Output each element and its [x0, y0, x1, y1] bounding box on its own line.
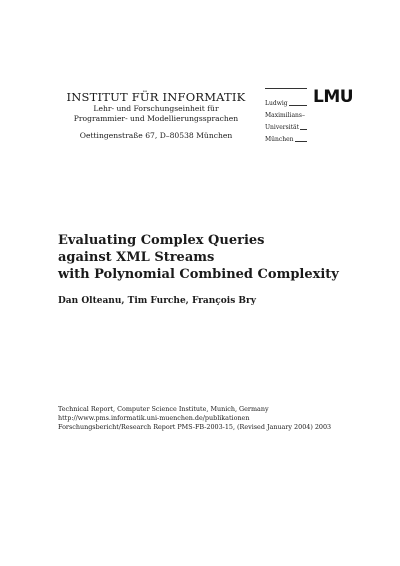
institute-name: INSTITUT FÜR INFORMATIK — [66, 90, 246, 104]
lmu-logo-mark: LMU — [313, 87, 354, 107]
university-name-lines — [265, 88, 311, 144]
report-url: http://www.pms.informatik.uni-muenchen.de/publikationen — [58, 414, 250, 422]
report-line-1: Technical Report, Computer Science Institute, Munich, Germany — [58, 405, 269, 413]
logo-line-universitaet: Universität — [265, 124, 300, 131]
institute-unit-line-1: Lehr- und Forschungseinheit für — [93, 104, 219, 113]
report-info — [58, 405, 358, 432]
report-title — [58, 232, 358, 283]
institute-unit-line-2: Programmier- und Modellierungssprachen — [73, 114, 239, 123]
institute-header — [66, 90, 246, 141]
institute-address: Oettingenstraße 67, D–80538 München — [79, 131, 233, 140]
title-line-1: Evaluating Complex Queries — [58, 233, 265, 248]
authors: Dan Olteanu, Tim Furche, François Bry — [58, 296, 256, 306]
university-logo — [265, 87, 355, 143]
logo-top-rule — [265, 88, 307, 89]
logo-line-muenchen: München — [265, 136, 294, 143]
report-number: Forschungsbericht/Research Report PMS-FB-2003-15, (Revised January 2004) 2003 — [58, 423, 332, 431]
title-line-2: against XML Streams — [58, 250, 215, 265]
logo-line-ludwig: Ludwig — [265, 100, 288, 107]
title-line-3: with Polynomial Combined Complexity — [58, 267, 339, 282]
logo-line-maximilians: Maximilians– — [265, 112, 305, 119]
